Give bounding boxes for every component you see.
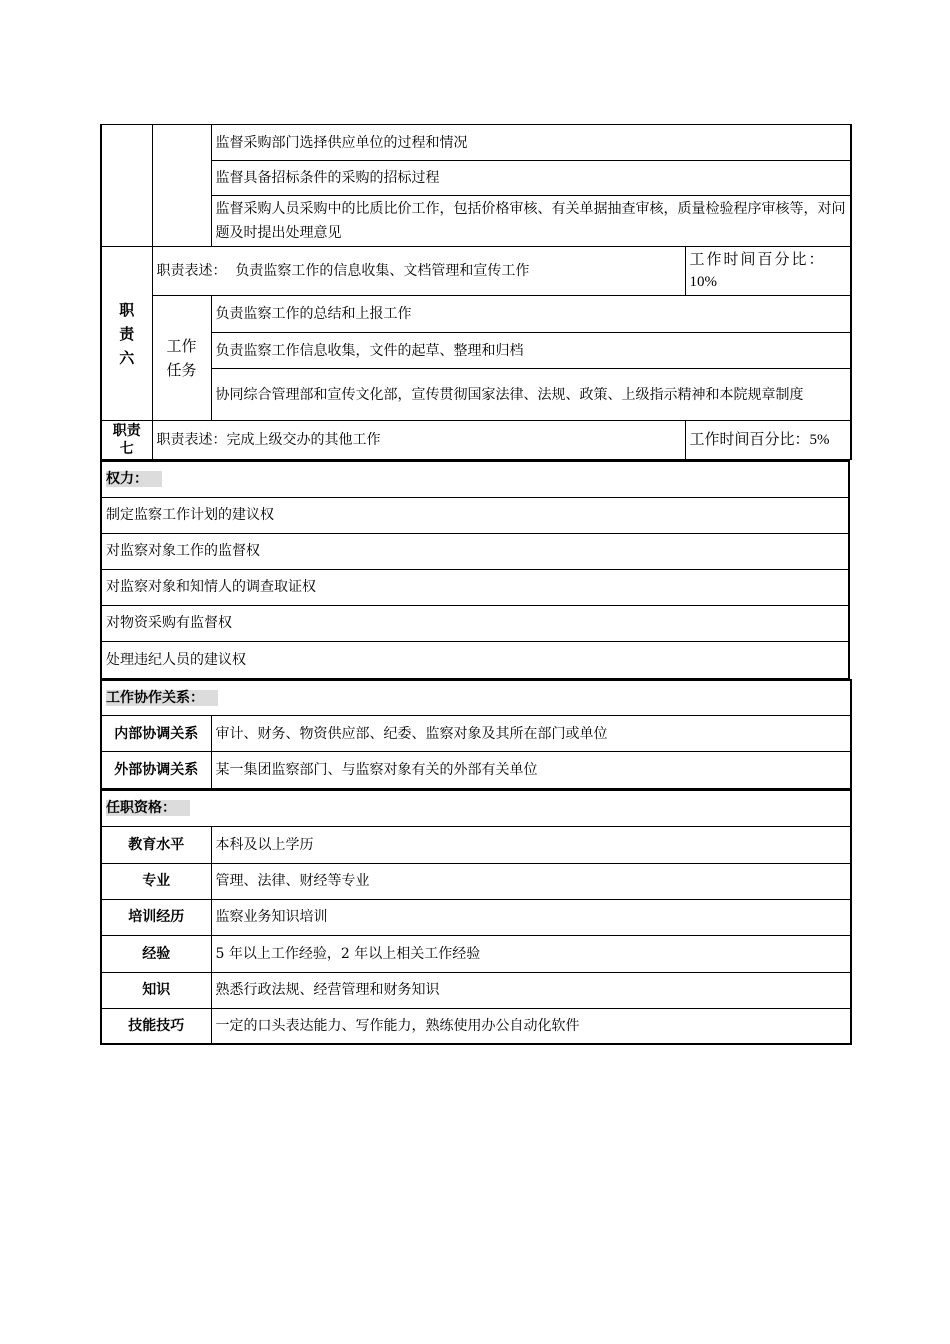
qualifications-table: [100, 789, 852, 1045]
qualification-label: 经验: [101, 935, 211, 972]
qualification-value: 监察业务知识培训: [211, 899, 851, 935]
task-item: 监督采购人员采购中的比质比价工作，包括价格审核、有关单据抽查审核，质量检验程序审核等，对问题及时提出处理意见: [211, 196, 851, 247]
power-item: 制定监察工作计划的建议权: [101, 497, 849, 533]
task-item: 监督具备招标条件的采购的招标过程: [211, 161, 851, 196]
duty7-description: [152, 421, 685, 460]
duty7-desc-text: 完成上级交办的其他工作: [226, 432, 381, 448]
relations-table: [100, 679, 852, 790]
duties-table: [100, 124, 852, 460]
qualification-label: 培训经历: [101, 899, 211, 935]
qualification-label: 技能技巧: [101, 1008, 211, 1044]
task-item: 监督采购部门选择供应单位的过程和情况: [211, 125, 851, 161]
power-item: 处理违纪人员的建议权: [101, 641, 849, 678]
task-item: 负责监察工作的总结和上报工作: [211, 296, 851, 333]
relation-label: 内部协调关系: [101, 716, 211, 752]
power-item: 对物资采购有监督权: [101, 605, 849, 641]
relations-section-title: 工作协作关系：: [101, 680, 851, 716]
relation-label: 外部协调关系: [101, 752, 211, 789]
task-item: 协同综合管理部和宣传文化部，宣传贯彻国家法律、法规、政策、上级指示精神和本院规章制度: [211, 369, 851, 421]
powers-section-title: 权力：: [101, 461, 849, 497]
qualifications-section-title: 任职资格：: [101, 790, 851, 826]
duty-label-cell-empty: [101, 125, 152, 247]
qualification-label: 专业: [101, 863, 211, 899]
duty6-label: 职责六: [101, 247, 152, 421]
duty7-percentage: 工作时间百分比：5%: [685, 421, 851, 460]
qualification-value: 管理、法律、财经等专业: [211, 863, 851, 899]
duty6-task-label: 工作任务: [152, 296, 211, 421]
duty7-desc-label: 职责表述：: [156, 432, 227, 448]
qualification-label: 教育水平: [101, 826, 211, 863]
qualification-value: 本科及以上学历: [211, 826, 851, 863]
task-item: 负责监察工作信息收集，文件的起草、整理和归档: [211, 333, 851, 369]
qualification-value: 一定的口头表达能力、写作能力，熟练使用办公自动化软件: [211, 1008, 851, 1044]
power-item: 对监察对象工作的监督权: [101, 533, 849, 569]
power-item: 对监察对象和知情人的调查取证权: [101, 569, 849, 605]
relation-value: 审计、财务、物资供应部、纪委、监察对象及其所在部门或单位: [211, 716, 851, 752]
duty7-label: 职责七: [101, 421, 152, 460]
duty6-pct-label: 工作时间百分比：: [689, 252, 826, 268]
duty6-desc-label: 职责表述：: [156, 263, 227, 279]
qualification-label: 知识: [101, 972, 211, 1008]
qualification-value: 熟悉行政法规、经营管理和财务知识: [211, 972, 851, 1008]
job-description-table: [100, 124, 850, 1045]
qualification-value: 5 年以上工作经验，2 年以上相关工作经验: [211, 935, 851, 972]
duty6-pct-value: 10%: [689, 274, 717, 290]
duty6-description: [152, 247, 685, 296]
relation-value: 某一集团监察部门、与监察对象有关的外部有关单位: [211, 752, 851, 789]
duty6-percentage: [685, 247, 851, 296]
duty6-desc-text: 负责监察工作的信息收集、文档管理和宣传工作: [235, 263, 530, 279]
task-label-cell-empty: [152, 125, 211, 247]
powers-table: [100, 460, 850, 679]
